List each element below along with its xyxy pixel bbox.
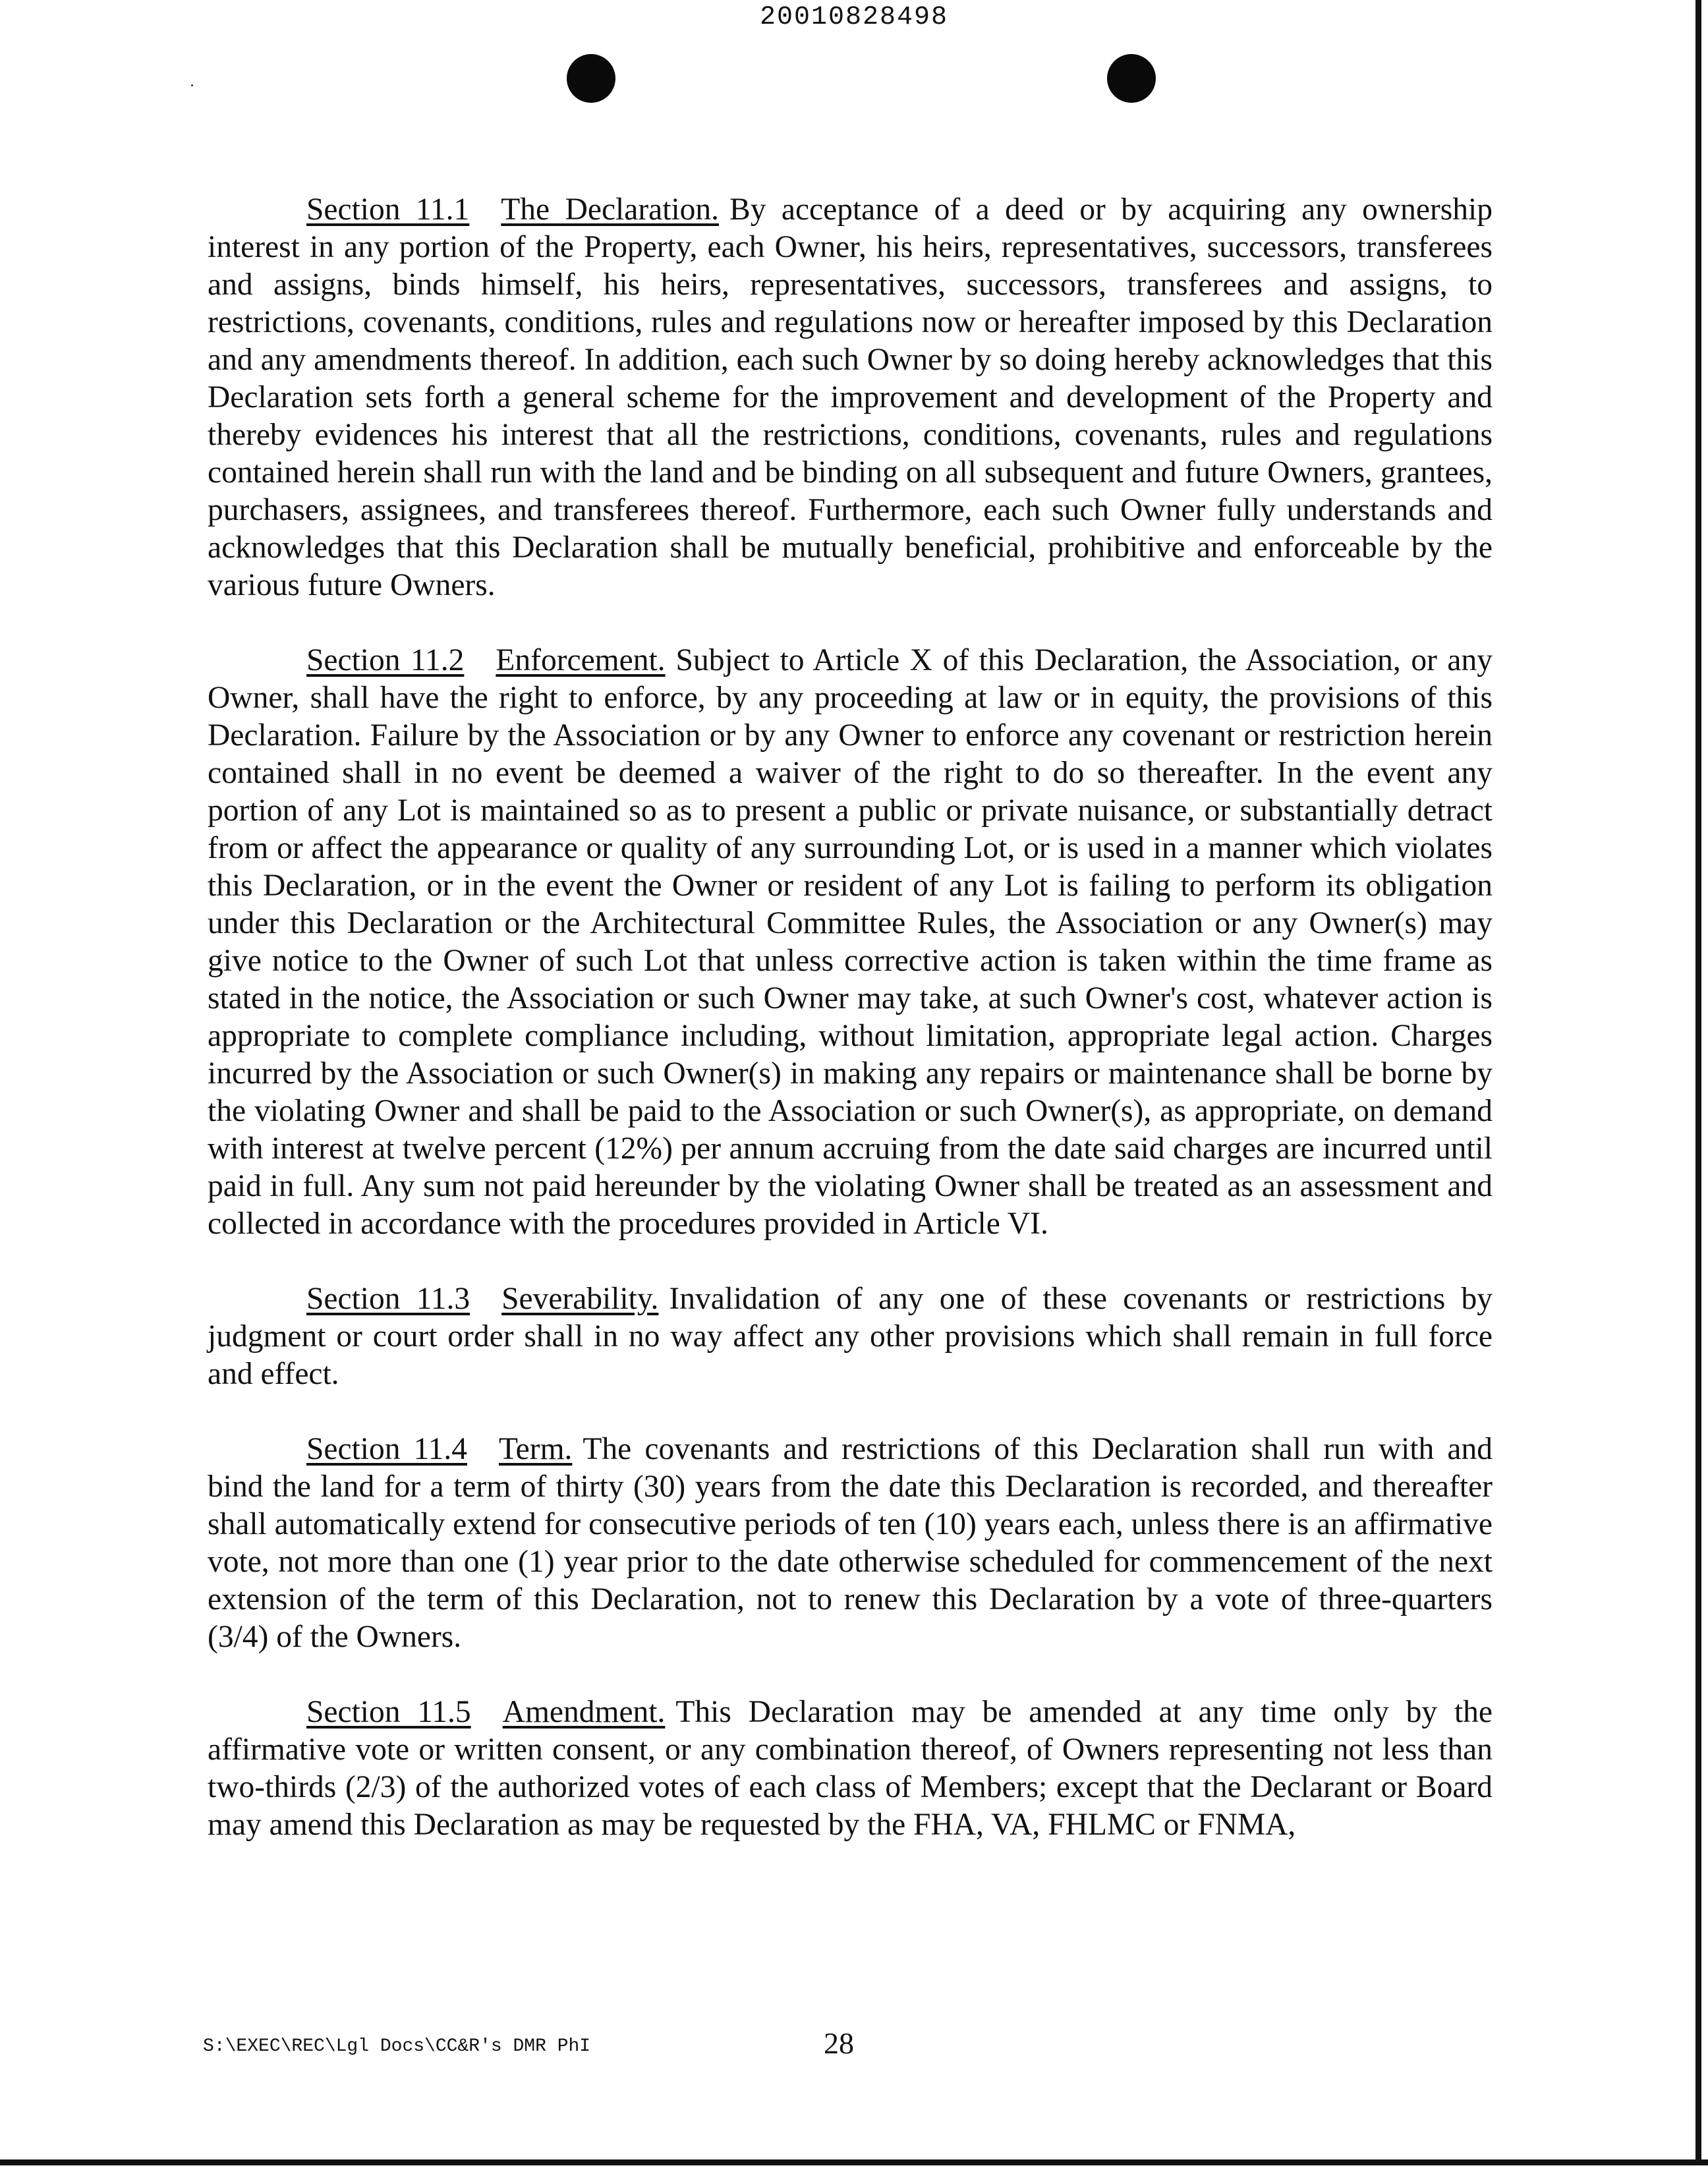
scan-border-bottom xyxy=(0,2159,1708,2165)
scan-speck xyxy=(191,84,193,86)
section-11-2 xyxy=(208,642,1493,1243)
section-number: Section 11.5 xyxy=(306,1695,471,1729)
footer-file-path: S:\EXEC\REC\Lgl Docs\CC&R's DMR PhI xyxy=(203,2036,591,2057)
document-body xyxy=(208,191,1493,1881)
section-title: Amendment. xyxy=(502,1695,666,1729)
section-11-4 xyxy=(208,1431,1493,1656)
section-title: The Declaration. xyxy=(501,192,720,227)
page-number: 28 xyxy=(824,2026,854,2060)
section-title: Enforcement. xyxy=(496,643,666,677)
section-text: By acceptance of a deed or by acquiring any ownership interest in any portion of the Property, each Owner, his heirs, representatives, successors, transferees and assigns, binds himself, his heirs, representatives, successors, transferees and assigns, to restrictions, covenants, conditions, rules and regulations now or hereafter imposed by this Declaration and any amendments thereof. In addition, each such Owner by so doing hereby acknowledges that this Declaration sets forth a general scheme for the improvement and development of the Property and thereby evidences his interest that all the restrictions, conditions, covenants, rules and regulations contained herein shall run with the land and be binding on all subsequent and future Owners, grantees, purchasers, assignees, and transferees thereof. Furthermore, each such Owner fully understands and acknowledges that this Declaration shall be mutually beneficial, prohibitive and enforceable by the various future Owners. xyxy=(208,192,1493,602)
section-title: Severability. xyxy=(501,1282,659,1316)
section-number: Section 11.1 xyxy=(306,192,470,227)
document-number: 20010828498 xyxy=(759,3,949,32)
punch-hole-left xyxy=(567,54,615,103)
section-number: Section 11.4 xyxy=(306,1432,467,1466)
section-text: Invalidation of any one of these covenants or restrictions by judgment or court order shall in no way affect any other provisions which shall remain in full force and effect. xyxy=(208,1282,1493,1391)
section-11-3 xyxy=(208,1280,1493,1393)
punch-hole-right xyxy=(1107,54,1156,103)
section-11-1 xyxy=(208,191,1493,604)
scan-border-right xyxy=(1695,0,1701,2163)
section-number: Section 11.3 xyxy=(306,1282,470,1316)
section-text: This Declaration may be amended at any time only by the affirmative vote or written consent, or any combination thereof, of Owners representing not less than two-thirds (2/3) of the authorized votes of each class of Members; except that the Declarant or Board may amend this Declaration as may be requested by the FHA, VA, FHLMC or FNMA, xyxy=(208,1695,1493,1842)
section-title: Term. xyxy=(498,1432,573,1466)
section-11-5 xyxy=(208,1694,1493,1844)
section-number: Section 11.2 xyxy=(306,643,465,677)
section-text: The covenants and restrictions of this Declaration shall run with and bind the land for a term of thirty (30) years from the date this Declaration is recorded, and thereafter shall automatically extend for consecutive periods of ten (10) years each, unless there is an affirmative vote, not more than one (1) year prior to the date otherwise scheduled for commencement of the next extension of the term of this Declaration, not to renew this Declaration by a vote of three-quarters (3/4) of the Owners. xyxy=(208,1432,1493,1654)
section-text: Subject to Article X of this Declaration, the Association, or any Owner, shall have the right to enforce, by any proceeding at law or in equity, the provisions of this Declaration. Failure by the Association or by any Owner to enforce any covenant or restriction herein contained shall in no event be deemed a waiver of the right to do so thereafter. In the event any portion of any Lot is maintained so as to present a public or private nuisance, or substantially detract from or affect the appearance or quality of any surrounding Lot, or is used in a manner which violates this Declaration, or in the event the Owner or resident of any Lot is failing to perform its obligation under this Declaration or the Architectural Committee Rules, the Association or any Owner(s) may give notice to the Owner of such Lot that unless corrective action is taken within the time frame as stated in the notice, the Association or such Owner may take, at such Owner's cost, whatever action is appropriate to complete compliance including, without limitation, appropriate legal action. Charges incurred by the Association or such Owner(s) in making any repairs or maintenance shall be borne by the violating Owner and shall be paid to the Association or such Owner(s), as appropriate, on demand with interest at twelve percent (12%) per annum accruing from the date said charges are incurred until paid in full. Any sum not paid hereunder by the violating Owner shall be treated as an assessment and collected in accordance with the procedures provided in Article VI. xyxy=(208,643,1493,1241)
